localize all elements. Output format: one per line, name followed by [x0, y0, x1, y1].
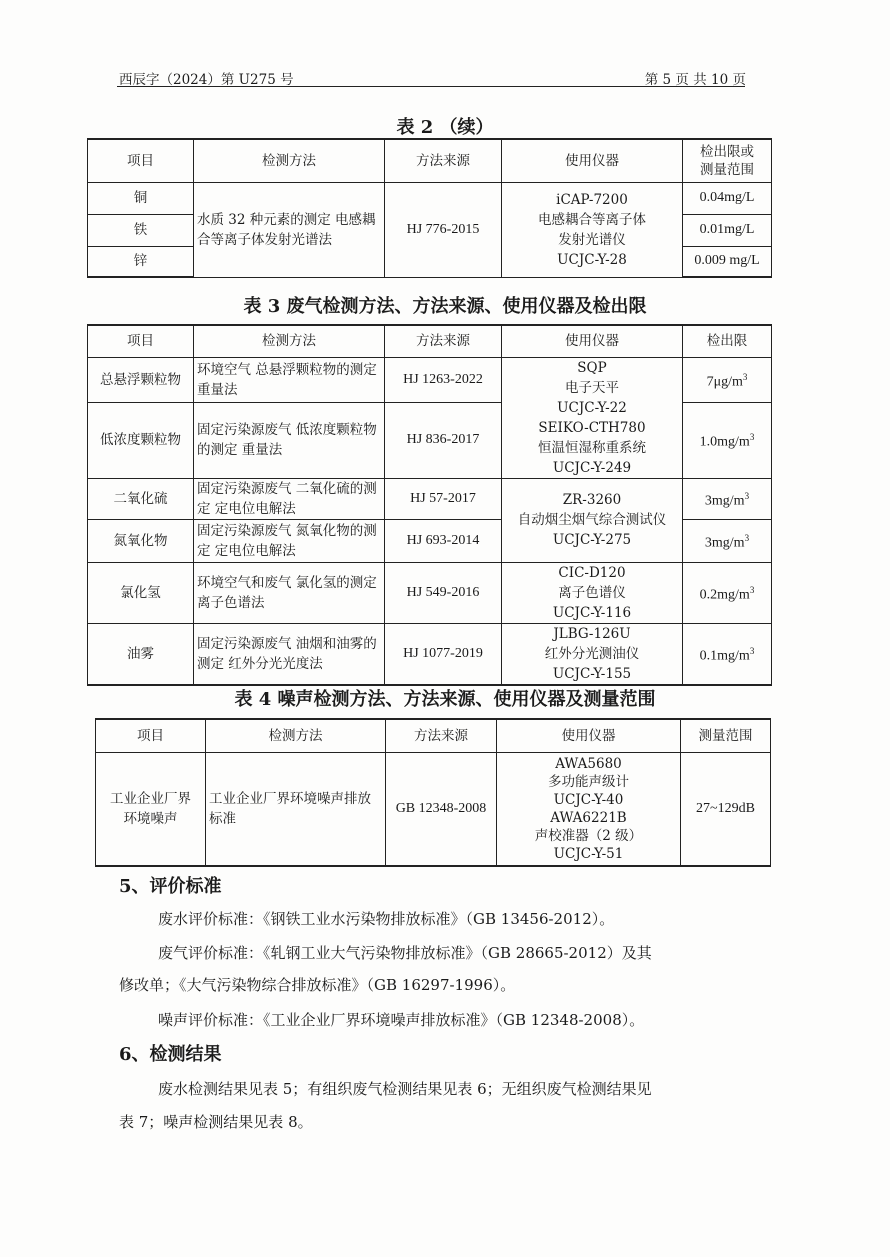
section5-wastewater-standard: 废水评价标准：《钢铁工业水污染物排放标准》（GB 13456-2012）。: [158, 910, 615, 928]
table3-item-nox: 氮氧化物: [88, 519, 194, 562]
table3-method-hcl: 环境空气和废气 氯化氢的测定 离子色谱法: [194, 562, 385, 623]
table3-instrument-ic: CIC-D120 离子色谱仪 UCJC-Y-116: [502, 562, 683, 623]
table3-limit-nox: $3mg/m^3$: [683, 519, 772, 562]
table3-source-oilmist: HJ 1077-2019: [385, 623, 502, 685]
table3: [87, 324, 772, 686]
table2-limit-iron: 0.01mg/L: [683, 214, 772, 246]
section6-results-line1: 废水检测结果见表 5；有组织废气检测结果见表 6；无组织废气检测结果见: [158, 1080, 652, 1098]
table2-method: 水质 32 种元素的测定 电感耦合等离子体发射光谱法: [194, 182, 385, 277]
table2-header-source: 方法来源: [385, 139, 502, 182]
table2-item-zinc: 锌: [88, 246, 194, 277]
table4-source-noise: GB 12348-2008: [386, 752, 497, 866]
table4-header-instrument: 使用仪器: [497, 719, 681, 752]
table2-header-limit: 检出限或 测量范围: [683, 139, 772, 182]
section5-exhaust-standard-line2: 修改单；《大气污染物综合排放标准》（GB 16297-1996）。: [119, 976, 516, 994]
table2-limit-zinc: 0.009 mg/L: [683, 246, 772, 277]
table4: [95, 718, 771, 867]
table3-method-tsp: 环境空气 总悬浮颗粒物的测定 重量法: [194, 357, 385, 402]
header-rule: [117, 86, 745, 87]
table3-method-so2: 固定污染源废气 二氧化硫的测定 定电位电解法: [194, 478, 385, 519]
table3-item-tsp: 总悬浮颗粒物: [88, 357, 194, 402]
page-info: 第 5 页 共 10 页: [644, 72, 746, 88]
table3-limit-hcl: $0.2mg/m^3$: [683, 562, 772, 623]
table2: [87, 138, 772, 278]
table4-header-source: 方法来源: [386, 719, 497, 752]
table3-source-lowpm: HJ 836-2017: [385, 402, 502, 478]
table2-item-iron: 铁: [88, 214, 194, 246]
table2-limit-copper: 0.04mg/L: [683, 182, 772, 214]
table3-method-oilmist: 固定污染源废气 油烟和油雾的测定 红外分光光度法: [194, 623, 385, 685]
table3-item-oilmist: 油雾: [88, 623, 194, 685]
table3-limit-tsp: $7\mu g/m^3$: [683, 357, 772, 402]
section6-title: 6、检测结果: [119, 1044, 222, 1065]
table3-header-instrument: 使用仪器: [502, 325, 683, 357]
table4-header-item: 项目: [96, 719, 206, 752]
table4-caption: 表 4 噪声检测方法、方法来源、使用仪器及测量范围: [234, 689, 656, 710]
table3-instrument-balance: SQP 电子天平 UCJC-Y-22 SEIKO-CTH780 恒温恒湿称重系统 UCJC-Y-249: [502, 357, 683, 478]
table3-source-hcl: HJ 549-2016: [385, 562, 502, 623]
table2-item-copper: 铜: [88, 182, 194, 214]
table4-item-noise: 工业企业厂界 环境噪声: [96, 752, 206, 866]
table2-header-method: 检测方法: [194, 139, 385, 182]
table3-method-nox: 固定污染源废气 氮氧化物的测定 定电位电解法: [194, 519, 385, 562]
table3-item-so2: 二氧化硫: [88, 478, 194, 519]
table4-header-method: 检测方法: [206, 719, 386, 752]
table3-header-method: 检测方法: [194, 325, 385, 357]
table4-header-range: 测量范围: [681, 719, 771, 752]
table3-instrument-flue: ZR-3260 自动烟尘烟气综合测试仪 UCJC-Y-275: [502, 478, 683, 562]
table3-source-tsp: HJ 1263-2022: [385, 357, 502, 402]
table3-instrument-ir: JLBG-126U 红外分光测油仪 UCJC-Y-155: [502, 623, 683, 685]
table3-method-lowpm: 固定污染源废气 低浓度颗粒物的测定 重量法: [194, 402, 385, 478]
table3-limit-lowpm: $1.0mg/m^3$: [683, 402, 772, 478]
section5-title: 5、评价标准: [119, 876, 222, 897]
table2-header-instrument: 使用仪器: [502, 139, 683, 182]
document-number: 西辰字（2024）第 U275 号: [119, 72, 294, 88]
section5-noise-standard: 噪声评价标准：《工业企业厂界环境噪声排放标准》（GB 12348-2008）。: [158, 1011, 645, 1029]
table2-header-item: 项目: [88, 139, 194, 182]
table3-item-lowpm: 低浓度颗粒物: [88, 402, 194, 478]
table4-range-noise: 27~129dB: [681, 752, 771, 866]
table3-limit-so2: $3mg/m^3$: [683, 478, 772, 519]
section5-exhaust-standard-line1: 废气评价标准：《轧钢工业大气污染物排放标准》（GB 28665-2012）及其: [158, 944, 652, 962]
table3-source-nox: HJ 693-2014: [385, 519, 502, 562]
table3-header-limit: 检出限: [683, 325, 772, 357]
table3-header-item: 项目: [88, 325, 194, 357]
table4-instrument-noise: AWA5680 多功能声级计 UCJC-Y-40 AWA6221B 声校准器（2 级） UCJC-Y-51: [497, 752, 681, 866]
table3-item-hcl: 氯化氢: [88, 562, 194, 623]
table4-method-noise: 工业企业厂界环境噪声排放标准: [206, 752, 386, 866]
table3-caption: 表 3 废气检测方法、方法来源、使用仪器及检出限: [243, 296, 647, 317]
table3-limit-oilmist: $0.1mg/m^3$: [683, 623, 772, 685]
table2-source: HJ 776-2015: [385, 182, 502, 277]
table3-source-so2: HJ 57-2017: [385, 478, 502, 519]
section6-results-line2: 表 7；噪声检测结果见表 8。: [119, 1113, 313, 1131]
table3-header-source: 方法来源: [385, 325, 502, 357]
table2-instrument: iCAP-7200 电感耦合等离子体 发射光谱仪 UCJC-Y-28: [502, 182, 683, 277]
table2-caption: 表 2 （续）: [396, 117, 494, 138]
